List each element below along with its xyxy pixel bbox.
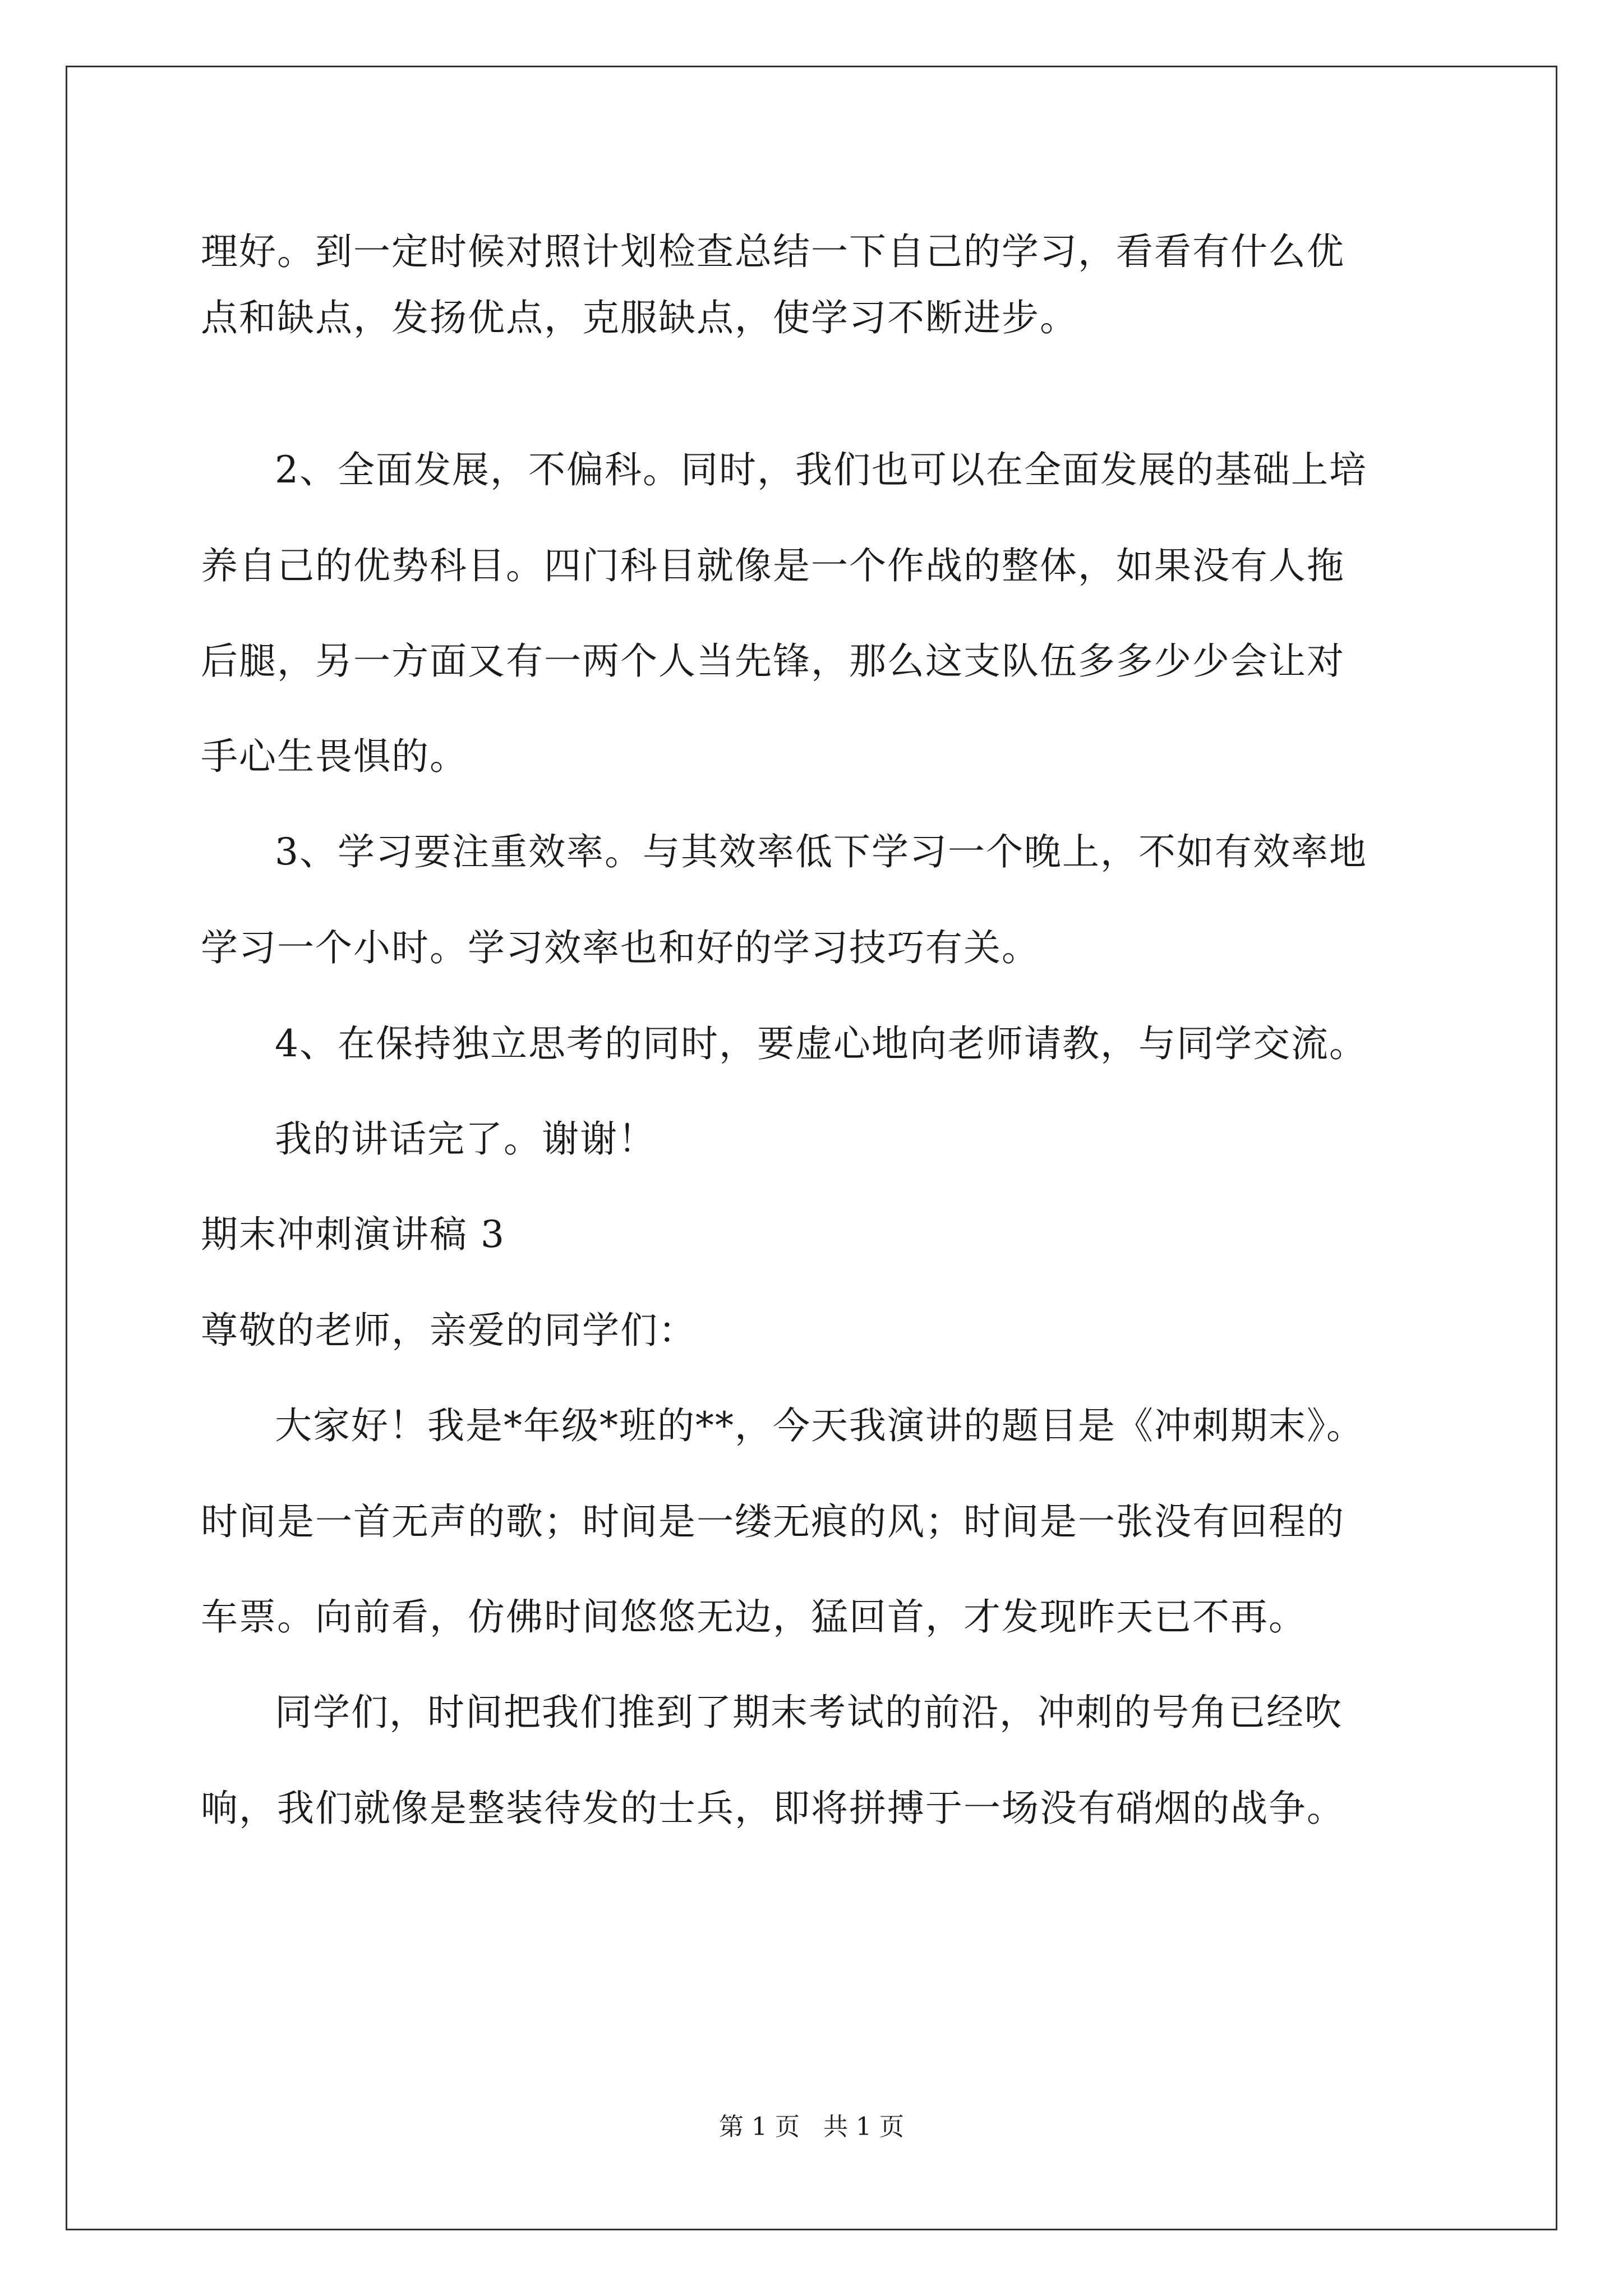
body-text-line: 4、在保持独立思考的同时，要虚心地向老师请教，与同学交流。 <box>275 1022 1367 1065</box>
body-text-line: 时间是一首无声的歌；时间是一缕无痕的风；时间是一张没有回程的 <box>201 1500 1345 1543</box>
page-footer: 第 1 页 共 1 页 <box>719 2113 904 2141</box>
body-text-line: 大家好！我是*年级*班的**，今天我演讲的题目是《冲刺期末》。 <box>275 1404 1364 1447</box>
body-text-line: 同学们，时间把我们推到了期末考试的前沿，冲刺的号角已经吹 <box>275 1691 1343 1734</box>
section-heading: 期末冲刺演讲稿 3 <box>201 1213 505 1256</box>
body-text-line: 响，我们就像是整装待发的士兵，即将拼搏于一场没有硝烟的战争。 <box>201 1787 1345 1830</box>
body-text-line: 车票。向前看，仿佛时间悠悠无边，猛回首，才发现昨天已不再。 <box>201 1595 1307 1639</box>
body-text-line: 养自己的优势科目。四门科目就像是一个作战的整体，如果没有人拖 <box>201 544 1345 587</box>
body-text-line: 后腿，另一方面又有一两个人当先锋，那么这支队伍多多少少会让对 <box>201 639 1345 683</box>
body-text-line: 3、学习要注重效率。与其效率低下学习一个晚上，不如有效率地 <box>275 830 1367 873</box>
body-text-line: 手心生畏惧的。 <box>201 735 468 778</box>
body-text-line: 点和缺点，发扬优点，克服缺点，使学习不断进步。 <box>201 296 1078 339</box>
salutation: 尊敬的老师，亲爱的同学们： <box>201 1309 697 1352</box>
body-text-line: 学习一个小时。学习效率也和好的学习技巧有关。 <box>201 926 1040 969</box>
body-text-line: 2、全面发展，不偏科。同时，我们也可以在全面发展的基础上培 <box>275 448 1367 491</box>
body-text-line: 理好。到一定时候对照计划检查总结一下自己的学习，看看有什么优 <box>201 230 1345 273</box>
body-text-line: 我的讲话完了。谢谢！ <box>275 1117 656 1161</box>
